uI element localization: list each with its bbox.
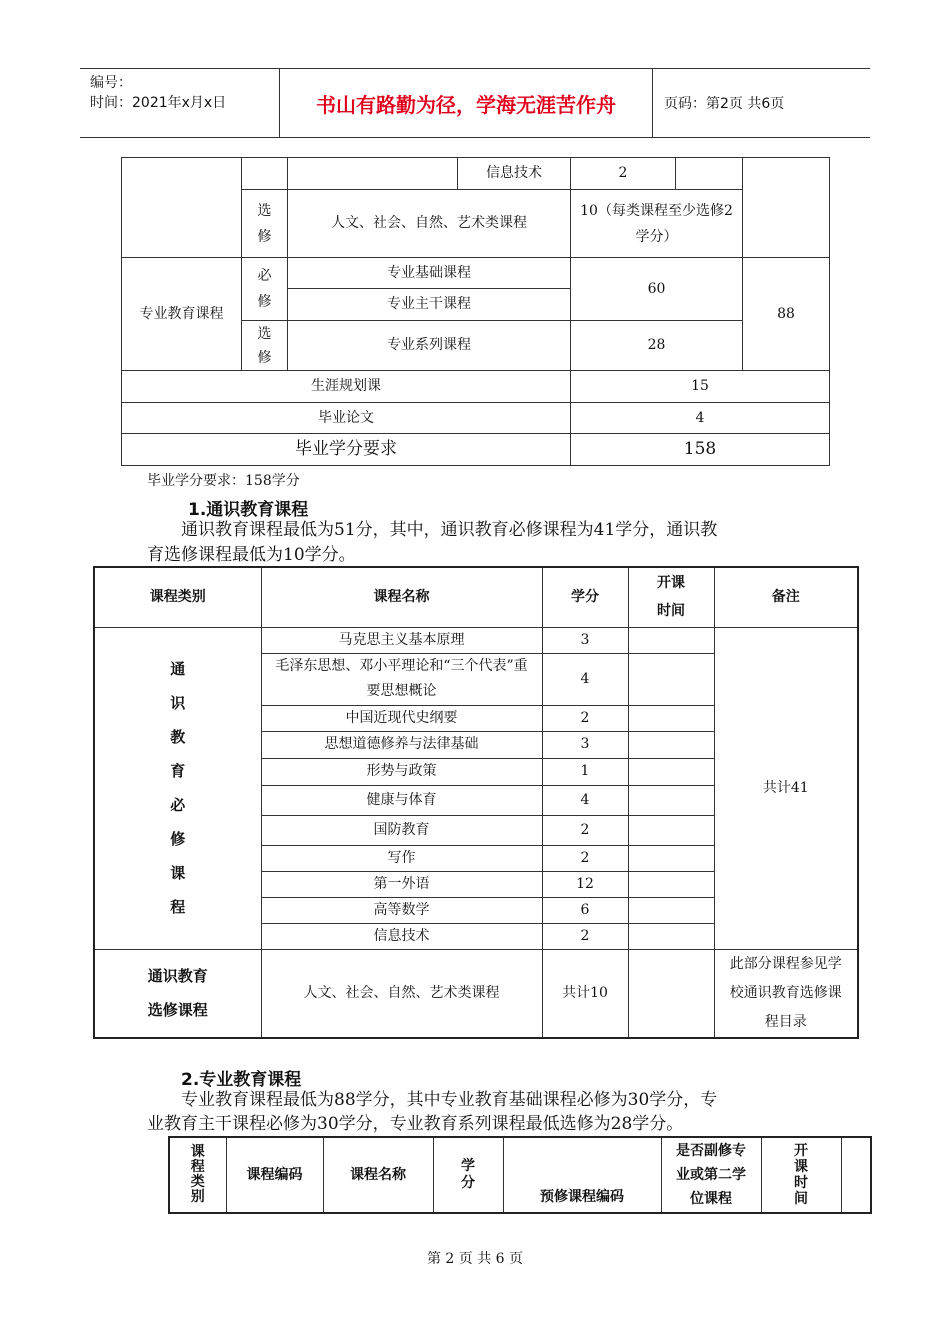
- empty-cell: [242, 158, 288, 190]
- humanities-cell: 人文、社会、自然、艺术类课程: [288, 190, 571, 258]
- course-name: 马克思主义基本原理: [261, 627, 542, 653]
- general-education-table: [93, 566, 859, 1039]
- section1-para-line2: 育选修课程最低为10学分。: [147, 545, 356, 565]
- header-meta: [80, 69, 280, 137]
- info-tech-credit-cell: 2: [571, 158, 676, 190]
- course-time: [628, 923, 714, 949]
- professional-education-table: [168, 1136, 872, 1214]
- thesis-cell: 毕业论文: [122, 403, 571, 434]
- section2-para-line1: 专业教育课程最低为88学分，其中专业教育基础课程必修为30学分，专: [181, 1090, 718, 1110]
- grad-req-cell: 毕业学分要求: [122, 434, 571, 466]
- course-name: 高等数学: [261, 897, 542, 923]
- course-name: 中国近现代史纲要: [261, 705, 542, 731]
- section2-title: 2.专业教育课程: [181, 1070, 302, 1090]
- elective-credit-cell: 共计10: [542, 949, 628, 1038]
- course-credit: 2: [542, 705, 628, 731]
- prof-header-code: 课程编码: [226, 1137, 323, 1213]
- prof-header-name: 课程名称: [323, 1137, 433, 1213]
- prof-main-cell: 专业主干课程: [288, 289, 571, 321]
- course-time: [628, 731, 714, 758]
- course-credit: 3: [542, 731, 628, 758]
- thesis-credit-cell: 4: [571, 403, 830, 434]
- motto: 书山有路勤为径，学海无涯苦作舟: [280, 69, 653, 137]
- course-credit: 6: [542, 897, 628, 923]
- empty-cell: [288, 158, 458, 190]
- header-time: 开课时间: [628, 567, 714, 627]
- course-name: 毛泽东思想、邓小平理论和“三个代表”重要思想概论: [261, 653, 542, 705]
- course-name: 健康与体育: [261, 785, 542, 815]
- course-name: 第一外语: [261, 871, 542, 897]
- prof-required-credit-cell: 60: [571, 258, 743, 321]
- prof-header-minor: 是否副修专业或第二学位课程: [661, 1137, 761, 1213]
- prof-header-credit: 学分: [433, 1137, 503, 1213]
- empty-cell: [676, 158, 743, 190]
- course-credit: 2: [542, 923, 628, 949]
- course-credit: 2: [542, 815, 628, 845]
- course-time: [628, 627, 714, 653]
- header-category: 课程类别: [94, 567, 261, 627]
- header-note: 备注: [714, 567, 858, 627]
- course-credit: 3: [542, 627, 628, 653]
- course-name: 国防教育: [261, 815, 542, 845]
- prof-header-prereq: 预修课程编码: [503, 1137, 661, 1213]
- prof-series-cell: 专业系列课程: [288, 321, 571, 371]
- course-credit: 4: [542, 653, 628, 705]
- required-type-cell: 必修: [242, 258, 288, 321]
- course-name: 写作: [261, 845, 542, 871]
- prof-basic-cell: 专业基础课程: [288, 258, 571, 289]
- prof-series-credit-cell: 28: [571, 321, 743, 371]
- info-tech-cell: 信息技术: [458, 158, 571, 190]
- course-time: [628, 815, 714, 845]
- career-cell: 生涯规划课: [122, 371, 571, 403]
- grad-note: 毕业学分要求：158学分: [147, 473, 300, 489]
- required-total-cell: 共计41: [714, 627, 858, 949]
- header-credit: 学分: [542, 567, 628, 627]
- required-category-cell: 通识教育必修课程: [94, 627, 261, 949]
- course-time: [628, 758, 714, 785]
- prof-header-category: 课程类别: [169, 1137, 226, 1213]
- empty-cell: [841, 1137, 871, 1213]
- humanities-credit-cell: 10（每类课程至少选修2学分）: [571, 190, 743, 258]
- elective-category-cell: 通识教育选修课程: [94, 949, 261, 1038]
- course-time: [628, 785, 714, 815]
- course-time: [628, 705, 714, 731]
- course-name: 形势与政策: [261, 758, 542, 785]
- page-info: 页码：第2页 共6页: [664, 96, 785, 112]
- elective-name-cell: 人文、社会、自然、艺术类课程: [261, 949, 542, 1038]
- page-footer: 第 2 页 共 6 页: [426, 1251, 524, 1267]
- course-time: [628, 871, 714, 897]
- course-credit: 1: [542, 758, 628, 785]
- course-name: 思想道德修养与法律基础: [261, 731, 542, 758]
- page-header: [80, 68, 870, 138]
- course-credit: 2: [542, 845, 628, 871]
- course-time: [628, 897, 714, 923]
- prof-category-cell: 专业教育课程: [122, 258, 242, 371]
- course-credit: 12: [542, 871, 628, 897]
- elective-type-cell-2: 选修: [242, 321, 288, 371]
- course-name: 信息技术: [261, 923, 542, 949]
- empty-cell: [122, 158, 242, 258]
- section2-para-line2: 业教育主干课程必修为30学分，专业教育系列课程最低选修为28学分。: [147, 1114, 684, 1134]
- elective-type-cell: 选修: [242, 190, 288, 258]
- course-credit: 4: [542, 785, 628, 815]
- career-credit-cell: 15: [571, 371, 830, 403]
- empty-cell: [743, 158, 830, 258]
- header-name: 课程名称: [261, 567, 542, 627]
- credit-summary-table: [121, 157, 830, 466]
- time-label: 时间：2021年x月x日: [90, 95, 227, 111]
- prof-header-time: 开课时间: [761, 1137, 841, 1213]
- section1-para-line1: 通识教育课程最低为51分，其中，通识教育必修课程为41学分，通识教: [181, 520, 718, 540]
- course-time: [628, 845, 714, 871]
- course-time: [628, 653, 714, 705]
- grad-req-credit-cell: 158: [571, 434, 830, 466]
- section1-title: 1.通识教育课程: [188, 500, 309, 520]
- code-label: 编号：: [90, 75, 132, 91]
- prof-total-cell: 88: [743, 258, 830, 371]
- elective-time-cell: [628, 949, 714, 1038]
- elective-note-cell: 此部分课程参见学校通识教育选修课程目录: [714, 949, 858, 1038]
